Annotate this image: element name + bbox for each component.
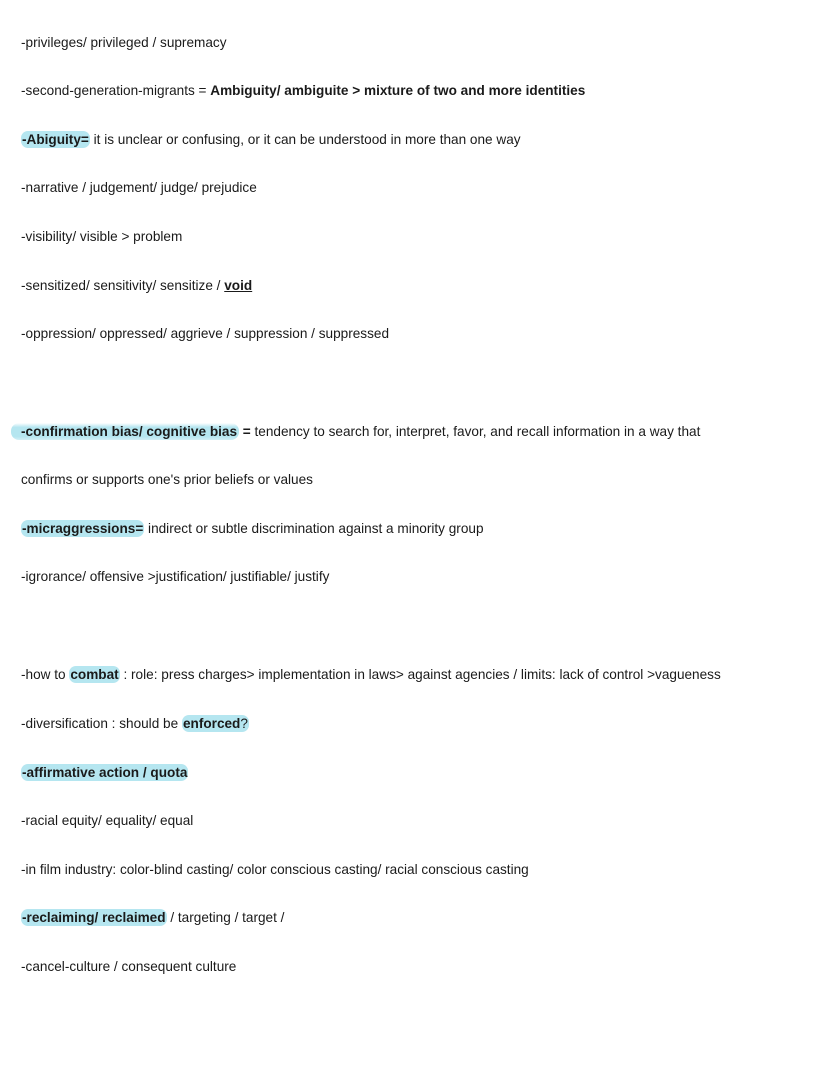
note-line-igrorance — [21, 568, 329, 586]
highlighted-term: combat — [70, 667, 119, 682]
text-segment: -sensitized/ sensitivity/ sensitize / — [21, 278, 225, 293]
underlined-term: void — [224, 278, 253, 293]
note-line-racial-equity — [21, 812, 193, 830]
note-line-cancel-culture — [21, 958, 236, 976]
text-segment: : role: press charges> implementation in laws> against agencies / limits: lack of control >vagueness — [119, 667, 721, 682]
note-line-sensitized — [21, 277, 252, 295]
bold-text-segment: Ambiguity/ ambiguite > mixture of two and more identities — [210, 83, 586, 98]
text-segment: indirect or subtle discrimination against a minority group — [144, 521, 484, 536]
note-line-abiguity-definition — [21, 131, 521, 149]
note-line-how-to-combat — [21, 666, 721, 684]
note-line-oppression — [21, 325, 389, 343]
note-line-diversification — [21, 715, 249, 733]
highlighted-term: -confirmation bias/ cognitive bias — [11, 423, 239, 440]
note-line-micraggressions — [21, 520, 484, 538]
text-segment: -how to — [21, 667, 70, 682]
highlighted-term: -affirmative action / quota — [22, 765, 188, 780]
highlighted-term: enforced — [182, 716, 241, 731]
text-segment: -privileges/ privileged / supremacy — [21, 35, 227, 50]
note-line-confirmation-bias — [21, 423, 700, 441]
text-segment: -igrorance/ offensive >justification/ justifiable/ justify — [21, 569, 330, 584]
highlighted-term: -reclaiming/ reclaimed — [22, 910, 166, 925]
text-segment: -cancel-culture / consequent culture — [21, 959, 237, 974]
text-segment: -racial equity/ equality/ equal — [21, 813, 194, 828]
note-line-reclaiming — [21, 909, 284, 927]
text-segment: confirms or supports one's prior beliefs or values — [21, 472, 313, 487]
note-line-film-industry — [21, 861, 529, 879]
note-line-confirmation-bias-continued — [21, 471, 313, 489]
note-line-second-generation-migrants — [21, 82, 585, 100]
note-line-narrative — [21, 179, 257, 197]
text-segment: -visibility/ visible > problem — [21, 229, 183, 244]
text-segment: -second-generation-migrants = — [21, 83, 211, 98]
text-segment: -in film industry: color-blind casting/ color conscious casting/ racial conscious casting — [21, 862, 529, 877]
text-segment: / targeting / target / — [166, 910, 285, 925]
text-segment: -narrative / judgement/ judge/ prejudice — [21, 180, 257, 195]
highlighted-term: -Abiguity= — [22, 132, 89, 147]
note-line-privileges — [21, 34, 227, 52]
bold-text-segment: = — [239, 424, 255, 439]
highlighted-text-segment: ? — [240, 716, 248, 731]
highlighted-term: -micraggressions= — [22, 521, 144, 536]
note-line-visibility — [21, 228, 182, 246]
text-segment: tendency to search for, interpret, favor, and recall information in a way that — [254, 424, 701, 439]
text-segment: -oppression/ oppressed/ aggrieve / suppression / suppressed — [21, 326, 390, 341]
text-segment: it is unclear or confusing, or it can be understood in more than one way — [89, 132, 521, 147]
text-segment: -diversification : should be — [21, 716, 182, 731]
note-line-affirmative-action — [21, 764, 188, 782]
